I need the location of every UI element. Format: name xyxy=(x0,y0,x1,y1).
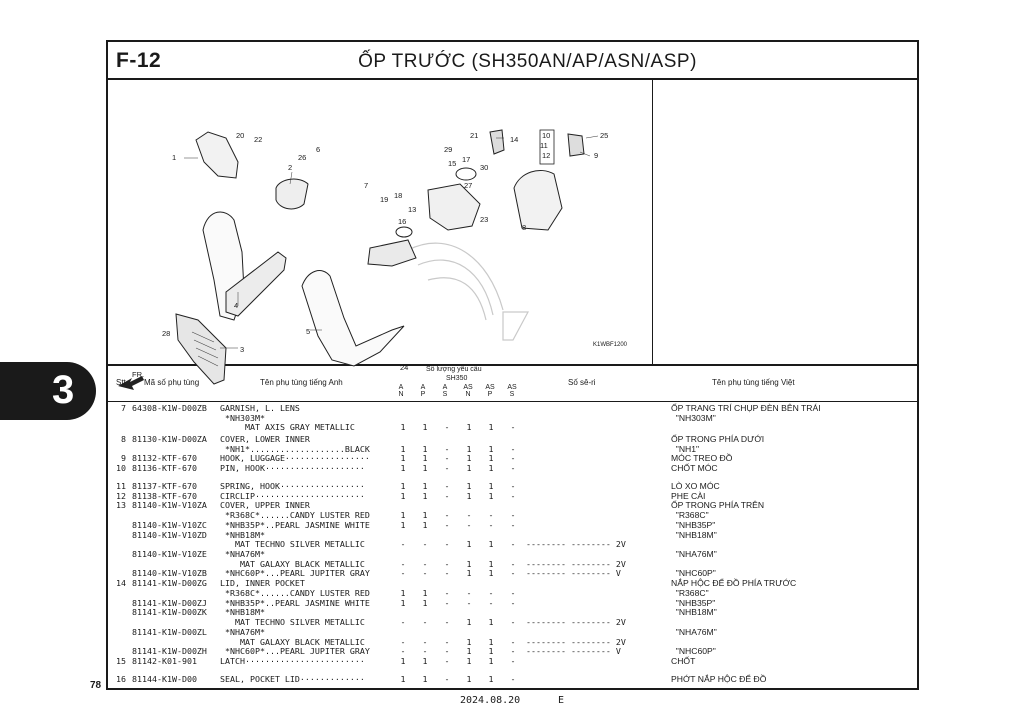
callout-14: 14 xyxy=(510,135,519,144)
row-part-code: 81144-K1W-D00 xyxy=(132,674,197,684)
row-qty: - xyxy=(444,674,450,684)
row-qty: 1 xyxy=(466,656,472,666)
row-qty: 1 xyxy=(400,587,406,598)
callout-6: 6 xyxy=(316,145,321,154)
parts-table xyxy=(108,402,917,690)
row-qty: - xyxy=(422,617,428,627)
callout-17: 17 xyxy=(462,155,471,164)
row-qty: 1 xyxy=(400,656,406,666)
callout-30: 30 xyxy=(480,163,489,172)
row-qty: 1 xyxy=(488,481,494,491)
row-name-en: MAT TECHNO SILVER METALLIC xyxy=(220,539,365,550)
row-qty: 1 xyxy=(466,674,472,684)
row-stt: 14 xyxy=(116,578,126,589)
row-part-code: 81138-KTF-670 xyxy=(132,490,197,501)
col-qty-title: Số lượng yêu cầu xyxy=(426,366,482,373)
row-name-vn: ỐP TRANG TRÍ CHỤP ĐÈN BÊN TRÁI xyxy=(671,403,821,413)
row-qty: - xyxy=(488,519,494,530)
row-name-en: MAT TECHNO SILVER METALLIC xyxy=(220,617,365,627)
row-part-code: 81141-K1W-D00ZG xyxy=(132,578,207,589)
table-row xyxy=(108,464,917,474)
row-qty: 1 xyxy=(488,674,494,684)
row-part-code: 81136-KTF-670 xyxy=(132,463,197,474)
row-part-code: 81140-K1W-V10ZC xyxy=(132,519,207,530)
row-qty: - xyxy=(444,646,450,657)
row-qty: - xyxy=(400,558,406,569)
row-qty: - xyxy=(400,636,406,647)
row-qty: 1 xyxy=(400,422,406,433)
row-qty: - xyxy=(444,453,450,464)
callout-27: 27 xyxy=(464,181,473,190)
row-name-vn: "NH1" xyxy=(671,443,700,454)
row-part-code: 81130-K1W-D00ZA xyxy=(132,434,207,444)
row-qty: - xyxy=(422,568,428,579)
row-qty: - xyxy=(510,463,516,474)
row-qty: - xyxy=(510,674,516,684)
row-name-vn: "R368C" xyxy=(671,510,709,521)
row-qty: - xyxy=(444,463,450,474)
col-name-en: Tên phụ tùng tiếng Anh xyxy=(260,378,343,387)
callout-7: 7 xyxy=(364,181,369,190)
row-stt: 8 xyxy=(121,434,126,444)
col-name-vn: Tên phụ tùng tiếng Việt xyxy=(712,378,795,387)
row-qty: 1 xyxy=(422,453,428,464)
row-name-vn: MÓC TREO ĐỒ xyxy=(671,453,733,464)
callout-12: 12 xyxy=(542,151,551,160)
callout-9: 9 xyxy=(594,151,599,160)
row-name-en: *NHB35P*..PEARL JASMINE WHITE xyxy=(220,597,370,608)
row-stt: 11 xyxy=(116,481,126,491)
row-name-en: MAT GALAXY BLACK METALLIC xyxy=(220,558,365,569)
col-qty-model: SH350 xyxy=(446,375,468,382)
row-name-vn: "NHA76M" xyxy=(671,626,717,637)
row-qty: 1 xyxy=(422,587,428,598)
col-qty-as: A S xyxy=(442,384,448,398)
row-qty: 1 xyxy=(422,597,428,608)
row-qty: 1 xyxy=(400,463,406,474)
row-name-vn: LÒ XO MÓC xyxy=(671,481,720,491)
row-qty: 1 xyxy=(422,481,428,491)
row-name-en: COVER, LOWER INNER xyxy=(220,434,310,444)
callout-3: 3 xyxy=(240,345,245,354)
row-qty: 1 xyxy=(400,510,406,521)
row-qty: - xyxy=(400,646,406,657)
page-number: 78 xyxy=(90,680,102,691)
part-seal-ring xyxy=(456,168,476,180)
table-row xyxy=(108,675,917,685)
row-qty: 1 xyxy=(488,490,494,501)
part-garnish-lens xyxy=(196,132,238,178)
row-name-vn: "NH303M" xyxy=(671,412,716,423)
leader-lines xyxy=(184,136,598,348)
row-qty: - xyxy=(510,558,516,569)
row-qty: - xyxy=(510,519,516,530)
row-qty: 1 xyxy=(488,463,494,474)
col-qty-an: A N xyxy=(398,384,404,398)
row-serial: -------- -------- 2V xyxy=(526,539,626,550)
callout-15: 15 xyxy=(448,159,457,168)
row-name-en: *NHB18M* xyxy=(220,607,265,618)
callout-16: 16 xyxy=(398,217,407,226)
row-part-code: 81142-K01-901 xyxy=(132,656,197,666)
row-part-code: 81140-K1W-V10ZA xyxy=(132,500,207,511)
row-qty: - xyxy=(510,481,516,491)
page-title: ỐP TRƯỚC (SH350AN/AP/ASN/ASP) xyxy=(358,51,697,72)
row-name-vn: NẮP HỘC ĐỂ ĐỒ PHÍA TRƯỚC xyxy=(671,578,797,589)
row-name-en: MAT GALAXY BLACK METALLIC xyxy=(220,636,365,647)
row-part-code: 81140-K1W-V10ZB xyxy=(132,568,207,579)
row-qty: - xyxy=(444,443,450,454)
row-name-en: HOOK, LUGGAGE················· xyxy=(220,453,370,464)
row-qty: 1 xyxy=(422,656,428,666)
row-qty: 1 xyxy=(488,539,494,550)
row-qty: - xyxy=(444,636,450,647)
row-qty: - xyxy=(444,558,450,569)
row-stt: 9 xyxy=(121,453,126,464)
row-name-vn: "NHB35P" xyxy=(671,519,716,530)
row-part-code: 81141-K1W-D00ZJ xyxy=(132,597,207,608)
row-name-vn: "NHB35P" xyxy=(671,597,716,608)
row-qty: 1 xyxy=(466,568,472,579)
callout-11: 11 xyxy=(540,141,548,150)
row-name-en: COVER, UPPER INNER xyxy=(220,500,310,511)
row-serial: -------- -------- 2V xyxy=(526,636,626,647)
row-part-code: 81141-K1W-D00ZL xyxy=(132,626,207,637)
row-qty: 1 xyxy=(400,481,406,491)
row-qty: 1 xyxy=(400,597,406,608)
row-qty: - xyxy=(466,510,472,521)
part-lower-inner-8 xyxy=(514,170,562,230)
row-qty: - xyxy=(444,510,450,521)
row-qty: - xyxy=(400,568,406,579)
row-qty: 1 xyxy=(488,558,494,569)
row-qty: 1 xyxy=(466,636,472,647)
section-tab xyxy=(0,362,96,420)
row-qty: - xyxy=(444,656,450,666)
row-name-en: PIN, HOOK···················· xyxy=(220,463,365,474)
row-part-code: 81141-K1W-D00ZH xyxy=(132,646,207,657)
callout-13: 13 xyxy=(408,205,417,214)
row-name-vn: "NHC60P" xyxy=(671,568,716,579)
row-qty: 1 xyxy=(466,558,472,569)
row-qty: - xyxy=(510,510,516,521)
row-qty: - xyxy=(510,587,516,598)
row-name-en: SEAL, POCKET LID············· xyxy=(220,674,365,684)
callout-4: 4 xyxy=(234,301,239,310)
row-qty: - xyxy=(510,617,516,627)
row-name-en: *NHA76M* xyxy=(220,549,265,559)
row-qty: - xyxy=(466,597,472,608)
row-serial: -------- -------- 2V xyxy=(526,617,626,627)
front-label: FR. xyxy=(132,370,145,379)
row-qty: 1 xyxy=(466,539,472,550)
row-stt: 13 xyxy=(116,500,126,511)
row-qty: - xyxy=(444,617,450,627)
row-part-code: 81140-K1W-V10ZD xyxy=(132,529,207,540)
row-serial: -------- -------- V xyxy=(526,646,621,657)
row-name-vn: "NHB18M" xyxy=(671,607,717,618)
row-qty: - xyxy=(444,587,450,598)
section-tab-number: 3 xyxy=(52,368,75,412)
row-qty: - xyxy=(444,568,450,579)
col-qty-asn: AS N xyxy=(463,384,473,398)
row-qty: 1 xyxy=(466,490,472,501)
row-qty: 1 xyxy=(466,481,472,491)
row-qty: - xyxy=(444,422,450,433)
row-qty: - xyxy=(400,617,406,627)
row-name-en: *NHC60P*...PEARL JUPITER GRAY xyxy=(220,646,370,657)
row-part-code: 81141-K1W-D00ZK xyxy=(132,607,207,618)
row-stt: 7 xyxy=(121,403,126,413)
row-qty: - xyxy=(510,490,516,501)
row-name-en: CIRCLIP······················ xyxy=(220,490,365,501)
callout-18: 18 xyxy=(394,191,403,200)
table-column-headers xyxy=(108,366,917,402)
row-qty: 1 xyxy=(422,422,428,433)
row-qty: 1 xyxy=(488,443,494,454)
callout-23: 23 xyxy=(480,215,489,224)
catalog-page-frame xyxy=(106,40,919,690)
footer-date: 2024.08.20 xyxy=(460,695,521,706)
row-name-en: *NHB35P*..PEARL JASMINE WHITE xyxy=(220,519,370,530)
row-qty: 1 xyxy=(488,422,494,433)
row-qty: 1 xyxy=(488,636,494,647)
col-qty-ap: A P xyxy=(420,384,426,398)
row-qty: - xyxy=(488,510,494,521)
row-qty: 1 xyxy=(422,674,428,684)
row-qty: 1 xyxy=(488,646,494,657)
row-qty: 1 xyxy=(422,490,428,501)
callout-21: 21 xyxy=(470,131,479,140)
row-stt: 12 xyxy=(116,490,126,501)
row-qty: 1 xyxy=(422,443,428,454)
row-name-vn: PHỚT NẮP HỘC ĐỂ ĐỒ xyxy=(671,674,767,684)
callout-26: 26 xyxy=(298,153,307,162)
col-qty-asp: AS P xyxy=(485,384,495,398)
footer-edition: E xyxy=(558,695,565,706)
callout-2: 2 xyxy=(288,163,293,172)
row-qty: 1 xyxy=(422,463,428,474)
row-qty: 1 xyxy=(400,453,406,464)
row-qty: - xyxy=(488,587,494,598)
row-qty: 1 xyxy=(400,519,406,530)
row-name-en: LID, INNER POCKET xyxy=(220,578,305,589)
table-row xyxy=(108,657,917,667)
row-name-en: *R368C*......CANDY LUSTER RED xyxy=(220,510,370,521)
row-qty: 1 xyxy=(466,617,472,627)
callout-1: 1 xyxy=(172,153,177,162)
row-name-vn: "NHB18M" xyxy=(671,529,717,540)
row-name-en: *R368C*......CANDY LUSTER RED xyxy=(220,587,370,598)
row-name-en: MAT AXIS GRAY METALLIC xyxy=(220,422,355,433)
row-name-vn: CHỐT xyxy=(671,656,696,666)
row-qty: - xyxy=(444,481,450,491)
row-qty: - xyxy=(444,490,450,501)
row-qty: - xyxy=(422,636,428,647)
row-name-vn: ỐP TRONG PHÍA TRÊN xyxy=(671,500,765,511)
part-lower-cover-5 xyxy=(302,271,404,366)
row-qty: 1 xyxy=(488,617,494,627)
row-qty: 1 xyxy=(400,674,406,684)
row-qty: - xyxy=(510,453,516,464)
honda-wing-watermark xyxy=(408,243,528,340)
callout-5: 5 xyxy=(306,327,311,336)
row-qty: 1 xyxy=(466,453,472,464)
callout-22: 22 xyxy=(254,135,263,144)
row-name-en: GARNISH, L. LENS xyxy=(220,403,300,413)
row-serial: -------- -------- V xyxy=(526,568,621,579)
row-qty: 1 xyxy=(466,422,472,433)
row-qty: - xyxy=(444,539,450,550)
row-part-code: 81132-KTF-670 xyxy=(132,453,197,464)
part-pocket-lid xyxy=(276,179,308,209)
part-seal-ring-2 xyxy=(396,227,412,237)
row-name-en: *NH303M* xyxy=(220,412,265,423)
row-name-en: *NH1*...................BLACK xyxy=(220,443,370,454)
table-row xyxy=(108,423,917,433)
part-upper-inner-13 xyxy=(428,184,480,230)
callout-10: 10 xyxy=(542,131,551,140)
diagram-code: K1WBF1200 xyxy=(593,342,628,348)
row-qty: - xyxy=(466,519,472,530)
row-qty: 1 xyxy=(466,646,472,657)
row-name-en: LATCH························ xyxy=(220,656,365,666)
row-name-vn: ỐP TRONG PHÍA DƯỚI xyxy=(671,434,765,444)
row-qty: - xyxy=(510,539,516,550)
callout-8: 8 xyxy=(522,223,527,232)
row-qty: 1 xyxy=(488,568,494,579)
row-qty: 1 xyxy=(422,519,428,530)
row-part-code: 81137-KTF-670 xyxy=(132,481,197,491)
row-qty: 1 xyxy=(400,443,406,454)
row-qty: 1 xyxy=(422,510,428,521)
row-name-vn: CHỐT MÓC xyxy=(671,463,718,474)
row-name-vn: PHE CÀI xyxy=(671,490,706,501)
row-qty: - xyxy=(510,646,516,657)
row-qty: 1 xyxy=(400,490,406,501)
callout-25: 25 xyxy=(600,131,609,140)
row-qty: - xyxy=(510,422,516,433)
row-qty: - xyxy=(444,519,450,530)
row-qty: - xyxy=(444,597,450,608)
callout-29: 29 xyxy=(444,145,453,154)
row-qty: - xyxy=(510,443,516,454)
row-stt: 15 xyxy=(116,656,126,666)
callout-19: 19 xyxy=(380,195,389,204)
col-code: Mã số phụ tùng xyxy=(144,378,200,387)
row-part-code: 81140-K1W-V10ZE xyxy=(132,549,207,559)
row-qty: - xyxy=(400,539,406,550)
col-stt: Stt xyxy=(116,378,126,387)
section-code: F-12 xyxy=(116,49,162,72)
row-stt: 10 xyxy=(116,463,126,474)
row-serial: -------- -------- 2V xyxy=(526,558,626,569)
row-qty: - xyxy=(422,558,428,569)
col-qty-ass: AS S xyxy=(507,384,517,398)
row-name-vn: "NHA76M" xyxy=(671,549,717,559)
row-qty: 1 xyxy=(466,463,472,474)
callout-20: 20 xyxy=(236,131,245,140)
col-serial: Số sê-ri xyxy=(568,378,596,387)
row-qty: 1 xyxy=(488,656,494,666)
row-qty: - xyxy=(466,587,472,598)
row-name-en: *NHB18M* xyxy=(220,529,265,540)
row-name-en: *NHC60P*...PEARL JUPITER GRAY xyxy=(220,568,370,579)
row-stt: 16 xyxy=(116,674,126,684)
row-qty: - xyxy=(510,656,516,666)
page-header xyxy=(108,42,917,80)
row-qty: 1 xyxy=(466,443,472,454)
diagram-divider xyxy=(652,80,653,364)
row-qty: - xyxy=(510,568,516,579)
part-bracket-16 xyxy=(368,240,416,266)
callout-28: 28 xyxy=(162,329,171,338)
row-qty: - xyxy=(510,636,516,647)
callout-24: 24 xyxy=(400,363,409,372)
row-qty: - xyxy=(488,597,494,608)
row-name-en: SPRING, HOOK················· xyxy=(220,481,365,491)
part-lid-14 xyxy=(490,130,504,154)
row-part-code: 64308-K1W-D00ZB xyxy=(132,403,207,413)
row-name-vn: "R368C" xyxy=(671,587,709,598)
row-qty: - xyxy=(510,597,516,608)
row-qty: - xyxy=(422,539,428,550)
row-name-en: *NHA76M* xyxy=(220,626,265,637)
row-qty: - xyxy=(422,646,428,657)
row-name-vn: "NHC60P" xyxy=(671,646,716,657)
row-qty: 1 xyxy=(488,453,494,464)
